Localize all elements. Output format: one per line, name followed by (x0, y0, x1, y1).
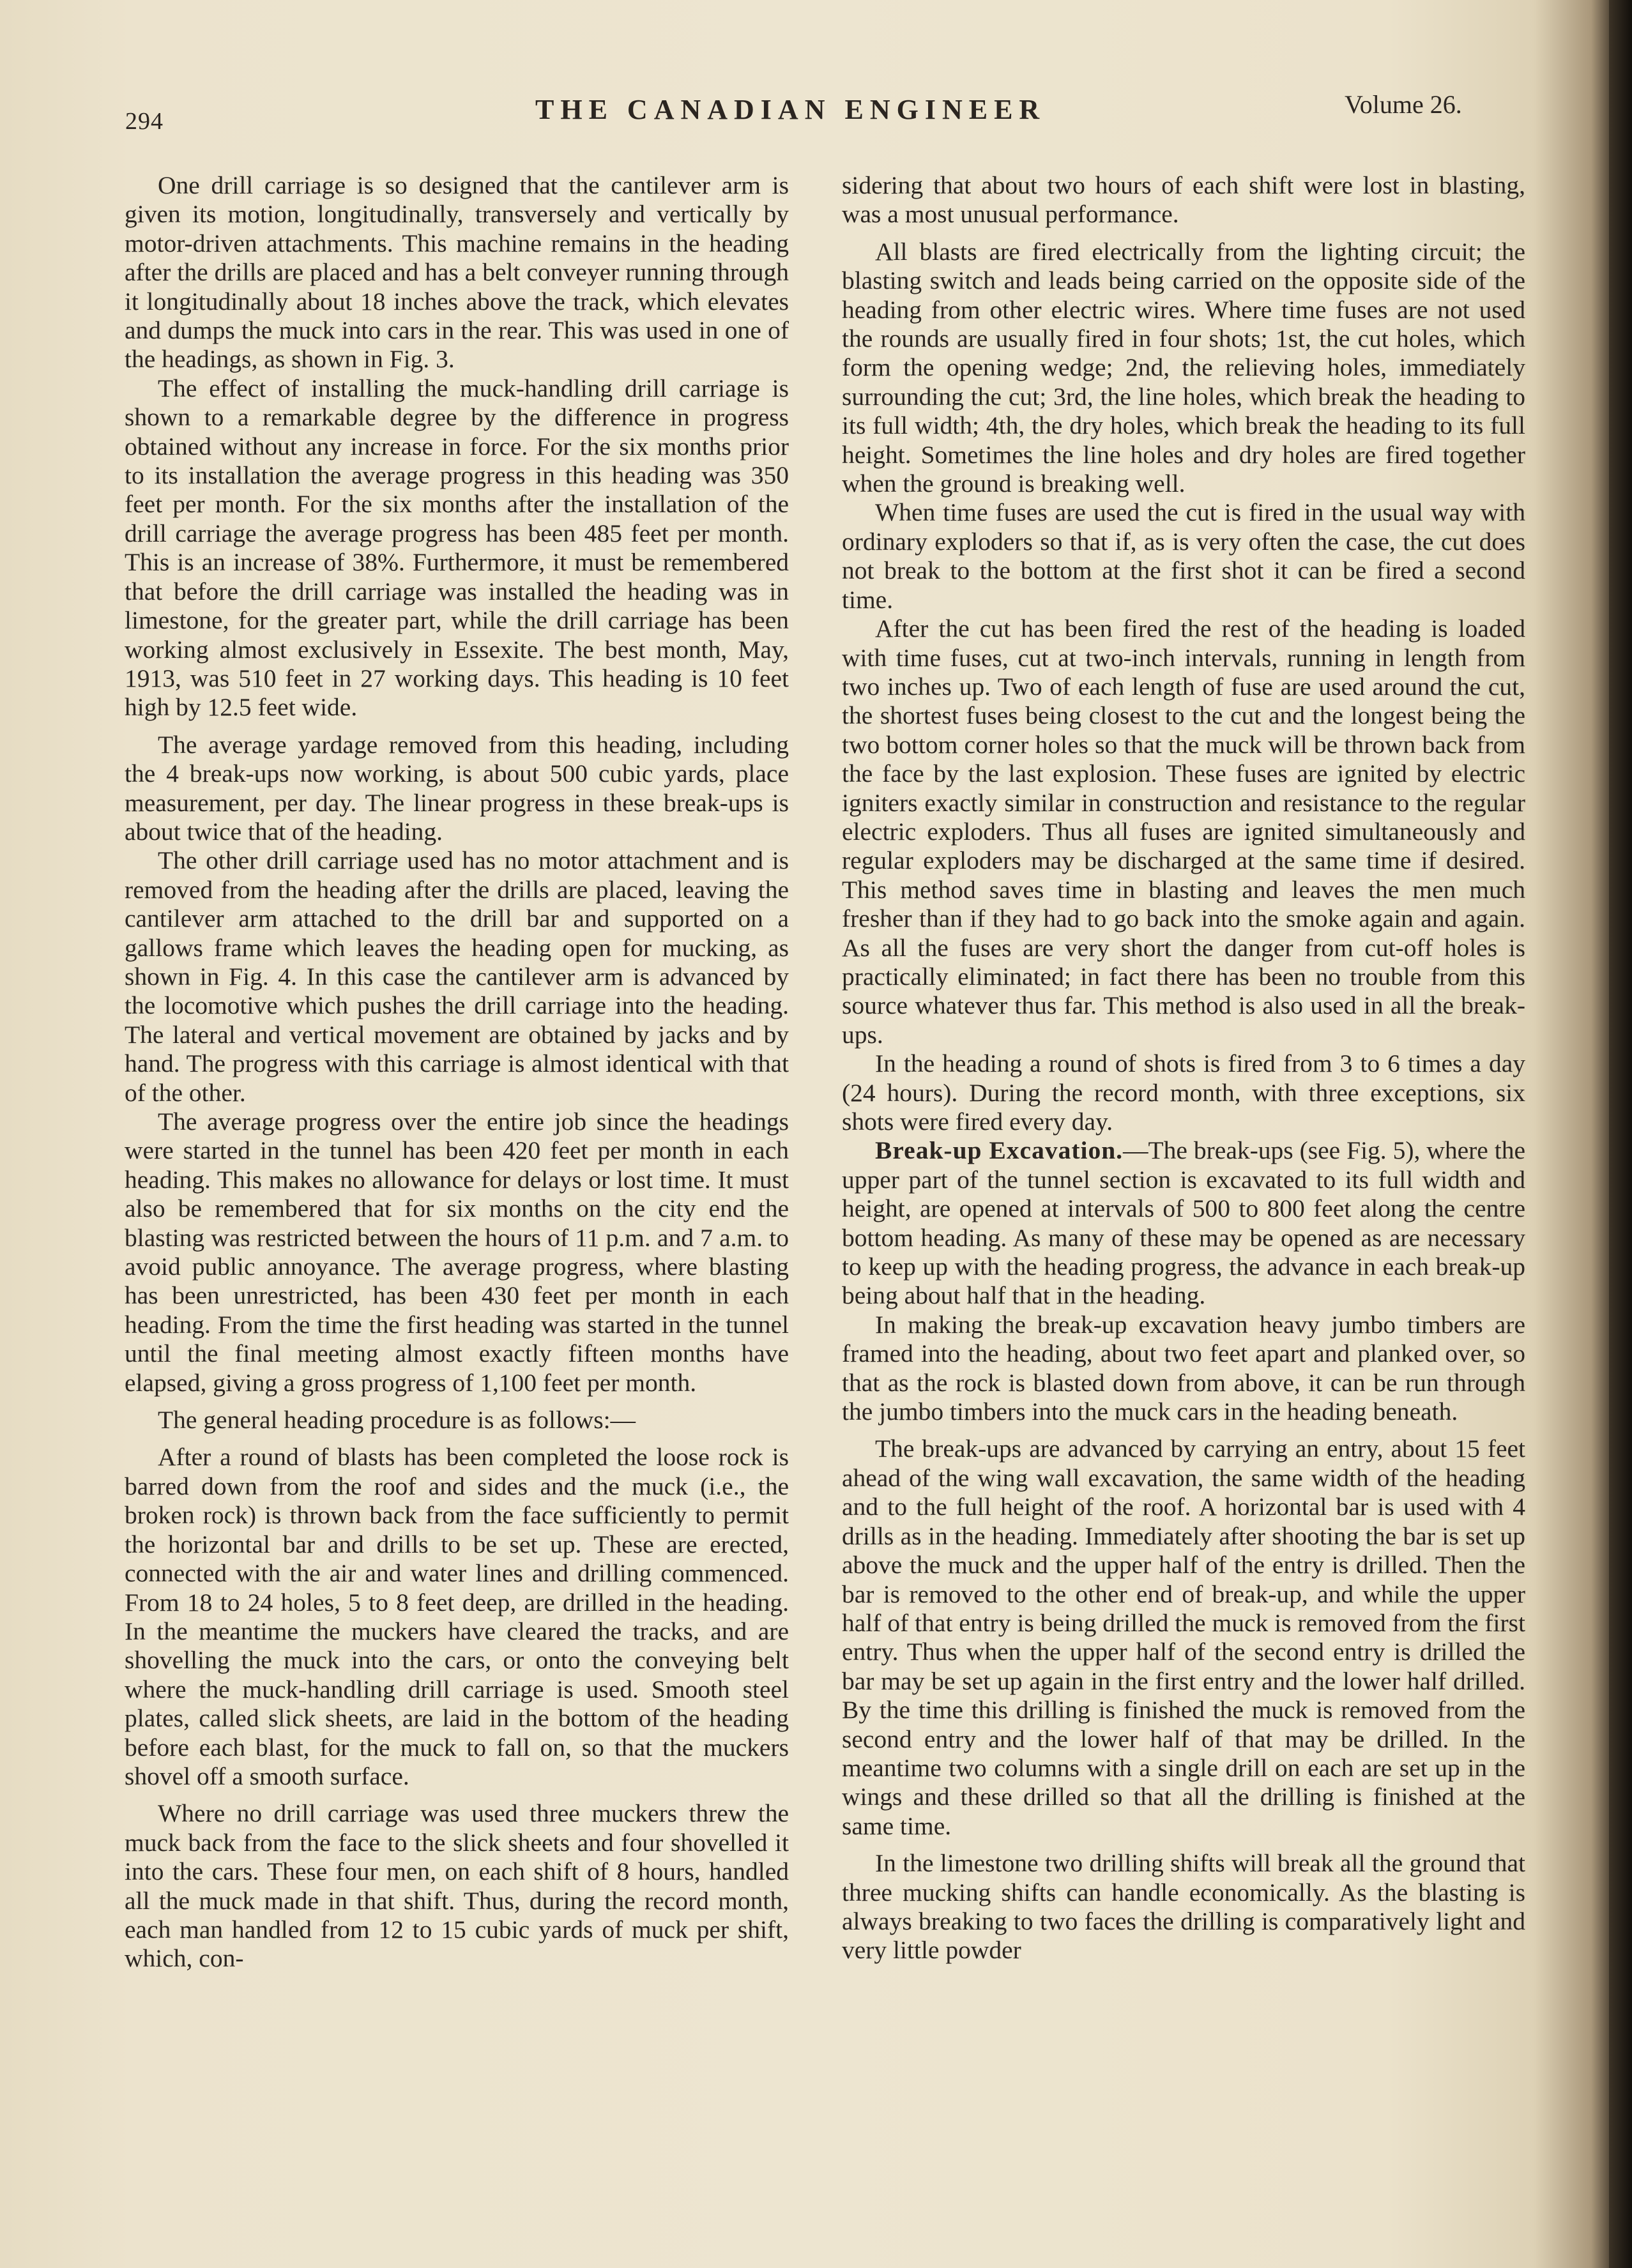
paragraph: In making the break-up excavation heavy jumbo timbers are framed into the heading, about two feet apart and planked over, so that as the rock is blasted down from above, it can be run through the jumbo timbers into the muck cars in the heading beneath. (842, 1310, 1525, 1426)
paragraph: After the cut has been fired the rest of the heading is loaded with time fuses, cut at two-inch intervals, running in length from two inches up. Two of each length of fuse are used around the cut, the shortest fuses being closest to the cut and the longest being the two bottom corner holes so that the muck will be thrown back from the face by the last explosion. These fuses are ignited by electric igniters exactly similar in construction and resistance to the regular electric exploders. Thus all fuses are ignited simultaneously and regular exploders may be discharged at the same time if desired. This method saves time in blasting and leaves the men much fresher than if they had to go back into the smoke again and again. As all the fuses are very short the danger from cut-off holes is practically eliminated; in fact there has been no trouble from this source whatever thus far. This method is also used in all the break-ups. (842, 614, 1525, 1049)
paragraph-text: —The break-ups (see Fig. 5), where the upper part of the tunnel section is excavated to its full width and height, are opened at intervals of 500 to 800 feet along the centre bottom heading. As many of these may be opened as are necessary to keep up with the heading progress, the advance in each break-up being about half that in the heading. (842, 1136, 1525, 1310)
paragraph: When time fuses are used the cut is fired in the usual way with ordinary exploders so that if, as is very often the case, the cut does not break to the bottom at the first shot it can be fired a second time. (842, 498, 1525, 614)
paragraph: All blasts are fired electrically from the lighting circuit; the blasting switch and leads being carried on the opposite side of the heading from other electric wires. Where time fuses are not used the rounds are usually fired in four shots; 1st, the cut holes, which form the opening wedge; 2nd, the relieving holes, immediately surrounding the cut; 3rd, the line holes, which break the heading to its full width; 4th, the dry holes, which break the heading to its full height. Sometimes the line holes and dry holes are fired together when the ground is breaking well. (842, 237, 1525, 498)
paragraph: The average yardage removed from this heading, including the 4 break-ups now working, is about 500 cubic yards, place measurement, per day. The linear progress in these break-ups is about twice that of the heading. (125, 730, 789, 846)
paragraph: After a round of blasts has been completed the loose rock is barred down from the roof and sides and the muck (i.e., the broken rock) is thrown back from the face sufficiently to permit the horizontal bar and drills to be set up. These are erected, connected with the air and water lines and drilling commenced. From 18 to 24 holes, 5 to 8 feet deep, are drilled in the heading. In the meantime the muckers have cleared the tracks, and are shovelling the muck into the cars, or onto the conveying belt where the muck-handling drill carriage is used. Smooth steel plates, called slick sheets, are laid in the bottom of the heading before each blast, for the muck to fall on, so that the muckers shovel off a smooth surface. (125, 1443, 789, 1790)
paragraph: The break-ups are advanced by carrying an entry, about 15 feet ahead of the wing wall excavation, the same width of the heading and to the full height of the roof. A horizontal bar is used with 4 drills as in the heading. Immediately after shooting the bar is set up above the muck and the upper half of the entry is drilled. Then the bar is removed to the other end of break-up, and while the upper half of that entry is being drilled the muck is removed from the first entry. Thus when the upper half of the second entry is drilled the bar may be set up again in the first entry and the lower half drilled. By the time this drilling is finished the muck is removed from the second entry and the lower half of that may be drilled. In the meantime two columns with a single drill on each are set up in the wings and these drilled so that all the drilling is finished at the same time. (842, 1435, 1525, 1840)
paragraph: The effect of installing the muck-handling drill carriage is shown to a remarkable degree by the difference in progress obtained without any increase in force. For the six months prior to its installation the average progress in this heading was 350 feet per month. For the six months after the installation of the drill carriage the average progress has been 485 feet per month. This is an increase of 38%. Furthermore, it must be remembered that before the drill carriage was installed the heading was in limestone, for the greater part, while the drill carriage has been working almost exclusively in Essexite. The best month, May, 1913, was 510 feet in 27 working days. This heading is 10 feet high by 12.5 feet wide. (125, 374, 789, 722)
section-heading: Break-up Excavation. (875, 1136, 1124, 1165)
paragraph: The general heading procedure is as follows:— (158, 1406, 636, 1435)
page-header (0, 0, 1632, 141)
paragraph: In the heading a round of shots is fired from 3 to 6 times a day (24 hours). During the record month, with three exceptions, six shots were fired every day. (842, 1049, 1525, 1136)
paragraph (842, 1136, 1525, 1310)
right-column (842, 171, 1525, 1965)
paragraph: The average progress over the entire job since the headings were started in the tunnel has been 420 feet per month in each heading. This makes no allowance for delays or lost time. It must also be remembered that for six months on the city end the blasting was restricted between the hours of 11 p.m. and 7 a.m. to avoid public annoyance. The average progress, where blasting has been unrestricted, has been 430 feet per month in each heading. From the time the first heading was started in the tunnel until the final meeting almost exactly fifteen months have elapsed, giving a gross progress of 1,100 feet per month. (125, 1107, 789, 1397)
paragraph: One drill carriage is so designed that the cantilever arm is given its motion, longitudinally, transversely and vertically by motor-driven attachments. This machine remains in the heading after the drills are placed and has a belt conveyer running through it longitudinally about 18 inches above the track, which elevates and dumps the muck into cars in the rear. This was used in one of the headings, as shown in Fig. 3. (125, 171, 789, 374)
paragraph: sidering that about two hours of each shift were lost in blasting, was a most unusual performance. (842, 171, 1525, 229)
left-column (125, 171, 789, 1974)
paragraph: In the limestone two drilling shifts will break all the ground that three mucking shifts can handle economically. As the blasting is always breaking to two faces the drilling is comparatively light and very little powder (842, 1849, 1525, 1965)
volume-label: Volume 26. (1345, 90, 1462, 119)
book-spine-shadow (1609, 0, 1632, 2268)
page-number: 294 (125, 108, 164, 135)
paragraph: Where no drill carriage was used three muckers threw the muck back from the face to the slick sheets and four shovelled it into the cars. These four men, on each shift of 8 hours, handled all the muck made in that shift. Thus, during the record month, each man handled from 12 to 15 cubic yards of muck per shift, which, con- (125, 1799, 789, 1973)
paragraph: The other drill carriage used has no motor attachment and is removed from the heading after the drills are placed, leaving the cantilever arm attached to the drill bar and supported on a gallows frame which leaves the heading open for mucking, as shown in Fig. 4. In this case the cantilever arm is advanced by the locomotive which pushes the drill carriage into the heading. The lateral and vertical movement are obtained by jacks and by hand. The progress with this carriage is almost identical with that of the other. (125, 846, 789, 1107)
journal-title: THE CANADIAN ENGINEER (535, 94, 1046, 125)
